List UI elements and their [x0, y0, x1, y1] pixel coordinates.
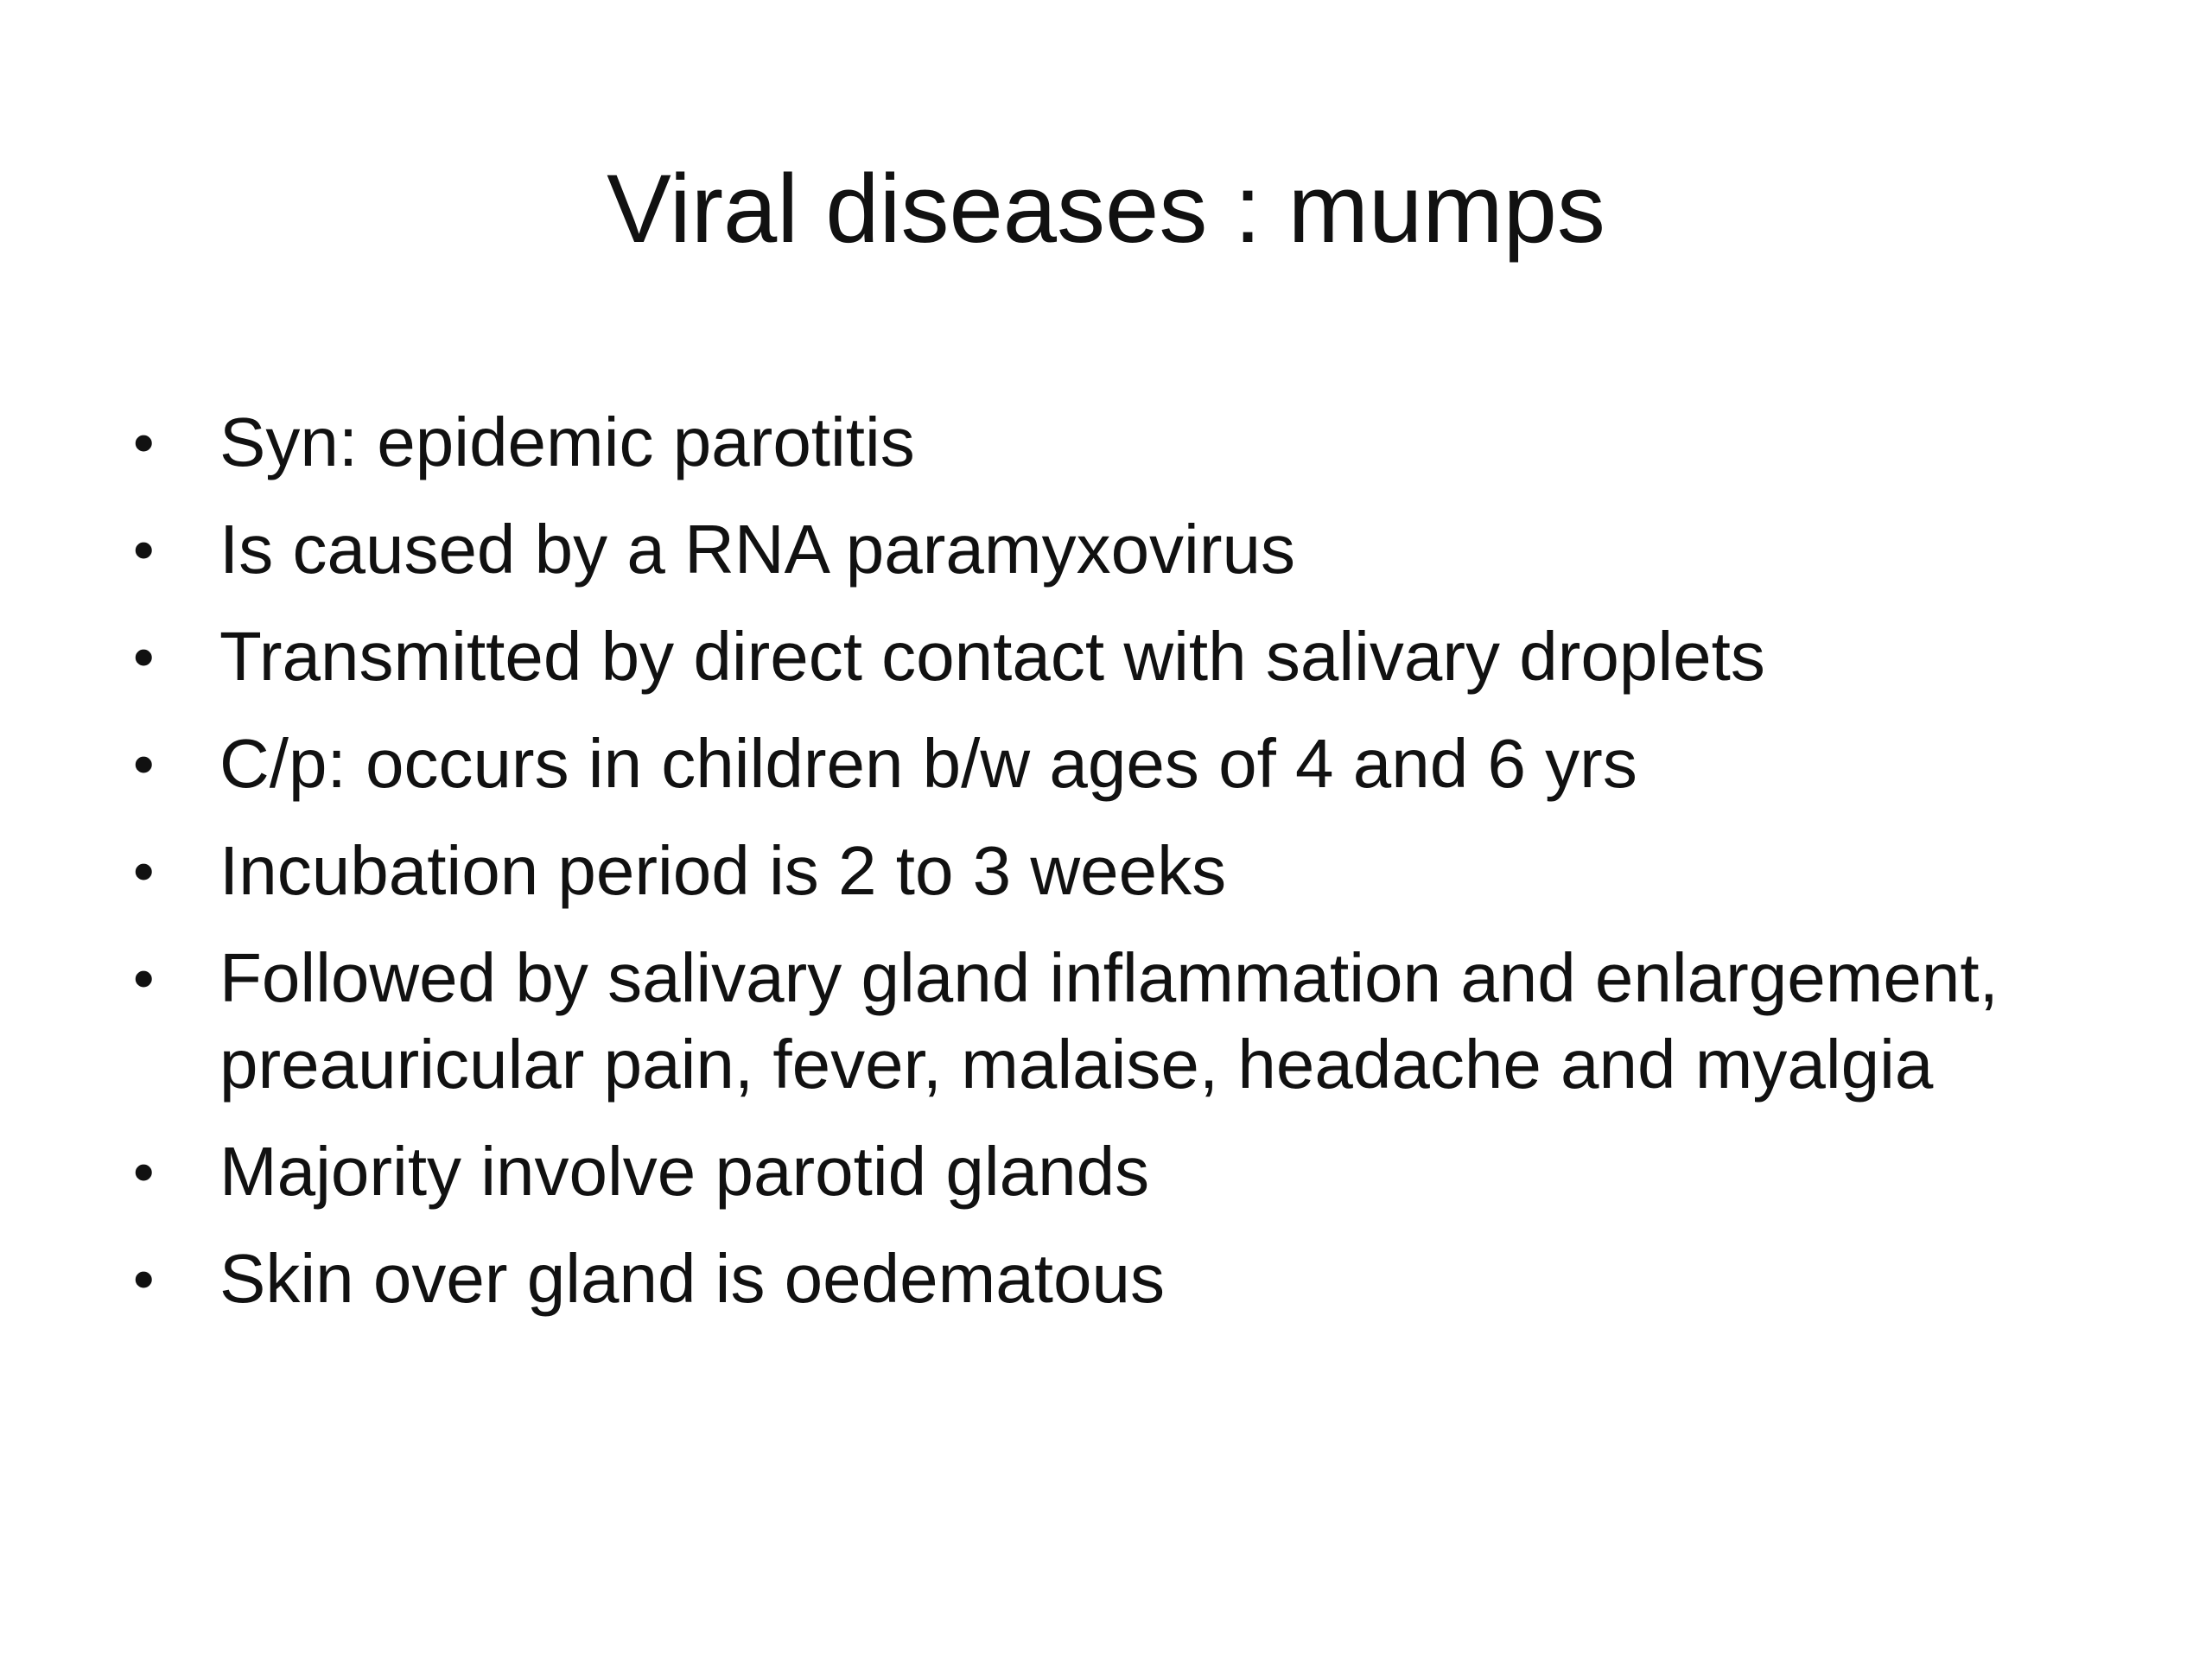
bullet-dot-icon: •: [133, 623, 155, 690]
bullet-dot-icon: •: [133, 1245, 155, 1313]
slide-title: Viral diseases : mumps: [607, 155, 1605, 263]
list-item: [130, 935, 2117, 1108]
bullet-text: C/p: occurs in children b/w ages of 4 and 6 yrs: [219, 725, 1637, 802]
list-item: [130, 506, 2117, 593]
list-item: [130, 1128, 2117, 1215]
bullet-dot-icon: •: [133, 837, 155, 905]
bullet-text: Followed by salivary gland inflammation and enlargement, preauricular pain, fever, malaise, headache and myalgia: [219, 939, 1999, 1103]
list-item: [130, 399, 2117, 486]
bullet-text: Skin over gland is oedematous: [219, 1240, 1165, 1317]
list-item: [130, 1236, 2117, 1322]
list-item: [130, 721, 2117, 807]
list-item: [130, 828, 2117, 914]
bullet-dot-icon: •: [133, 944, 155, 1012]
bullet-text: Syn: epidemic parotitis: [219, 404, 915, 480]
bullet-text: Majority involve parotid glands: [219, 1133, 1150, 1210]
list-item: [130, 613, 2117, 700]
bullet-dot-icon: •: [133, 516, 155, 583]
bullet-text: Is caused by a RNA paramyxovirus: [219, 511, 1295, 588]
bullet-text: Transmitted by direct contact with salivary droplets: [219, 618, 1765, 695]
bullet-dot-icon: •: [133, 409, 155, 476]
bullet-dot-icon: •: [133, 730, 155, 798]
bullet-text: Incubation period is 2 to 3 weeks: [219, 832, 1227, 909]
bullet-list: [130, 399, 2117, 1343]
bullet-dot-icon: •: [133, 1138, 155, 1205]
